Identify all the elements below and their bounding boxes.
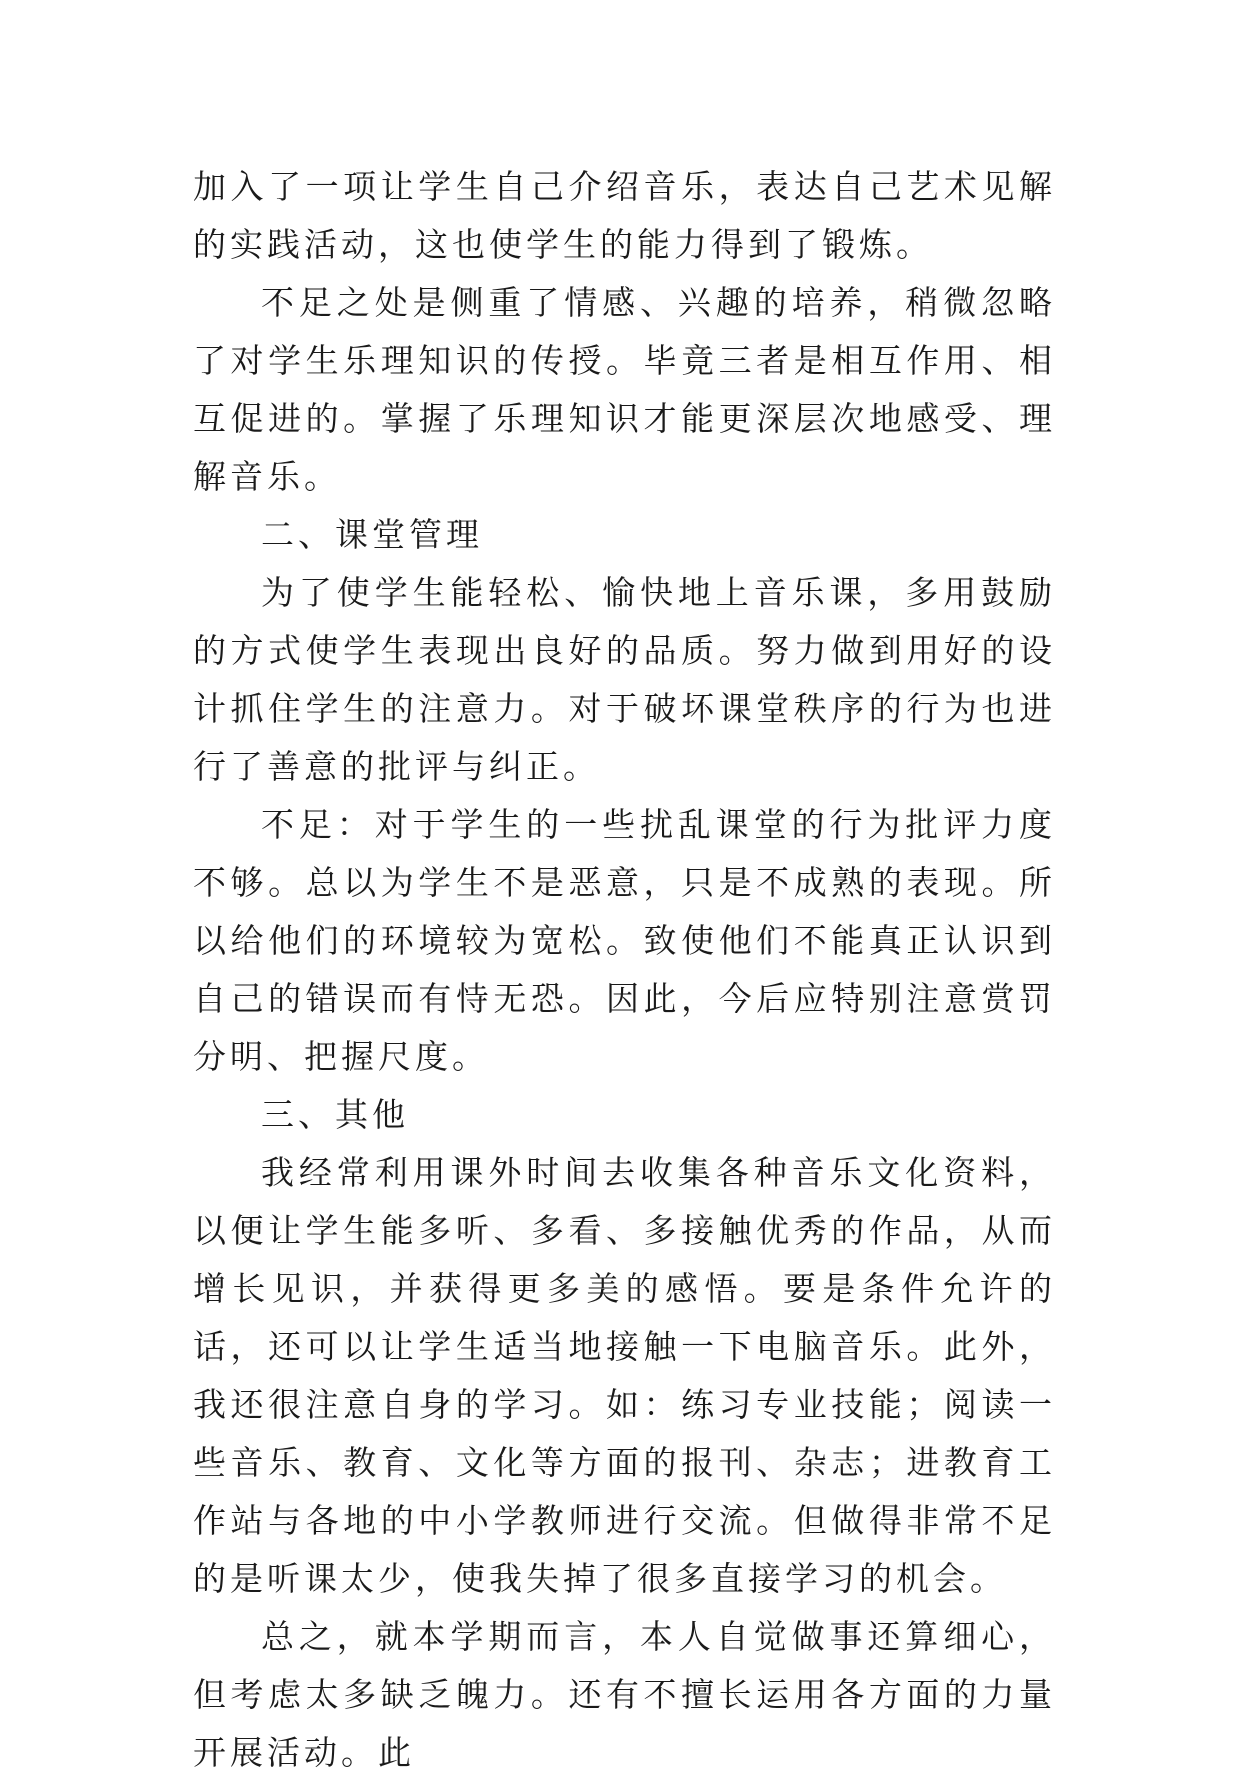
section-heading-classroom-management: 二、课堂管理 xyxy=(261,515,483,554)
section-heading-other: 三、其他 xyxy=(261,1095,409,1134)
paragraph-continuation: 加入了一项让学生自己介绍音乐，表达自己艺术见解的实践活动，这也使学生的能力得到了锻炼。 xyxy=(193,167,1056,264)
paragraph-summary: 总之，就本学期而言，本人自觉做事还算细心，但考虑太多缺乏魄力。还有不擅长运用各方面的力量开展活动。此 xyxy=(193,1617,1056,1772)
paragraph-shortcomings-management: 不足：对于学生的一些扰乱课堂的行为批评力度不够。总以为学生不是恶意，只是不成熟的表现。所以给他们的环境较为宽松。致使他们不能真正认识到自己的错误而有恃无恐。因此，今后应特别注意赏罚分明、把握尺度。 xyxy=(193,805,1056,1076)
paragraph-other: 我经常利用课外时间去收集各种音乐文化资料，以便让学生能多听、多看、多接触优秀的作品，从而增长见识，并获得更多美的感悟。要是条件允许的话，还可以让学生适当地接触一下电脑音乐。此外，我还很注意自身的学习。如：练习专业技能；阅读一些音乐、教育、文化等方面的报刊、杂志；进教育工作站与各地的中小学教师进行交流。但做得非常不足的是听课太少，使我失掉了很多直接学习的机会。 xyxy=(193,1153,1056,1598)
paragraph-classroom-management: 为了使学生能轻松、愉快地上音乐课，多用鼓励的方式使学生表现出良好的品质。努力做到用好的设计抓住学生的注意力。对于破坏课堂秩序的行为也进行了善意的批评与纠正。 xyxy=(193,573,1056,786)
paragraph-shortcomings-teaching: 不足之处是侧重了情感、兴趣的培养，稍微忽略了对学生乐理知识的传授。毕竟三者是相互作用、相互促进的。掌握了乐理知识才能更深层次地感受、理解音乐。 xyxy=(193,283,1056,496)
document-body xyxy=(193,158,1056,1782)
